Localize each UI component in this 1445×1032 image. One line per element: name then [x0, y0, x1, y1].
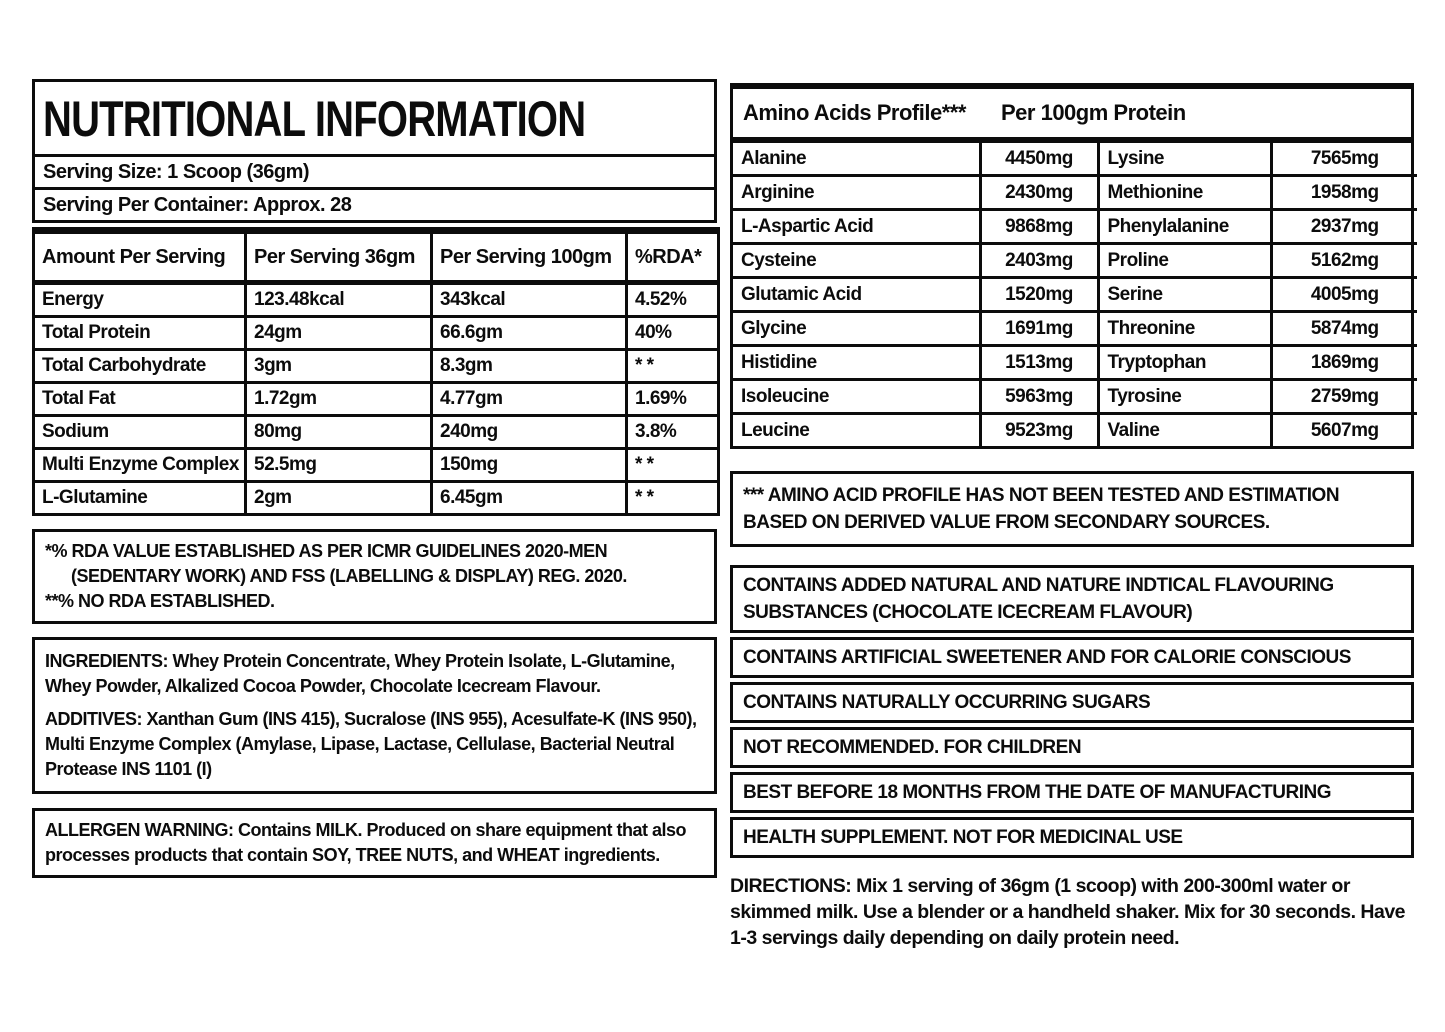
table-header-row — [34, 231, 719, 283]
claim-sweetener: CONTAINS ARTIFICIAL SWEETENER AND FOR CALORIE CONSCIOUS — [730, 637, 1414, 678]
table-row-energy — [34, 283, 719, 317]
cell: 3gm — [246, 350, 432, 383]
cell: 4.77gm — [432, 383, 627, 416]
cell: Valine — [1098, 414, 1271, 447]
claim-health-supplement: HEALTH SUPPLEMENT. NOT FOR MEDICINAL USE — [730, 817, 1414, 858]
amino-row — [733, 312, 1417, 346]
cell: 3.8% — [627, 416, 719, 449]
rda-note-line1: *% RDA VALUE ESTABLISHED AS PER ICMR GUIDELINES 2020-MEN — [45, 541, 608, 561]
cell: L-Glutamine — [34, 482, 246, 515]
amino-disclaimer-box: *** AMINO ACID PROFILE HAS NOT BEEN TESTED AND ESTIMATION BASED ON DERIVED VALUE FROM SECONDARY SOURCES. — [730, 471, 1414, 547]
cell: Glutamic Acid — [733, 278, 980, 312]
claim-best-before: BEST BEFORE 18 MONTHS FROM THE DATE OF MANUFACTURING — [730, 772, 1414, 813]
ingredients-label: INGREDIENTS: — [45, 651, 169, 671]
additives-paragraph — [45, 707, 704, 782]
cell: 4005mg — [1271, 278, 1417, 312]
cell: 9868mg — [980, 210, 1098, 244]
amino-row — [733, 278, 1417, 312]
amino-acids-table — [733, 143, 1417, 446]
cell: 1.72gm — [246, 383, 432, 416]
cell: 7565mg — [1271, 143, 1417, 176]
allergen-paragraph — [45, 818, 704, 868]
amino-row — [733, 143, 1417, 176]
amino-row — [733, 414, 1417, 447]
cell: 5162mg — [1271, 244, 1417, 278]
cell: 1.69% — [627, 383, 719, 416]
cell: 343kcal — [432, 283, 627, 317]
cell: 1513mg — [980, 346, 1098, 380]
cell: Threonine — [1098, 312, 1271, 346]
directions-label: DIRECTIONS: — [730, 875, 852, 897]
claims-list — [730, 565, 1414, 858]
title-row — [35, 82, 714, 157]
cell: 9523mg — [980, 414, 1098, 447]
cell: 123.48kcal — [246, 283, 432, 317]
amino-row — [733, 346, 1417, 380]
cell: Proline — [1098, 244, 1271, 278]
cell: 2759mg — [1271, 380, 1417, 414]
cell: 1869mg — [1271, 346, 1417, 380]
cell: Total Protein — [34, 317, 246, 350]
cell: 1520mg — [980, 278, 1098, 312]
cell: Isoleucine — [733, 380, 980, 414]
amino-row — [733, 176, 1417, 210]
nutrition-table-body — [34, 283, 719, 515]
ingredients-text: Whey Protein Concentrate, Whey Protein Isolate, L-Glutamine, Whey Powder, Alkalized Cocoa Powder, Chocolate Icecream Flavour. — [45, 651, 675, 696]
directions-text: Mix 1 serving of 36gm (1 scoop) with 200-300ml water or skimmed milk. Use a blender or a handheld shaker. Mix for 30 seconds. Have 1-3 servings daily depending on daily protein need. — [730, 875, 1406, 949]
cell: Methionine — [1098, 176, 1271, 210]
allergen-label: ALLERGEN WARNING: — [45, 820, 234, 840]
serving-size: Serving Size: 1 Scoop (36gm) — [43, 161, 310, 183]
allergen-text: Contains MILK. Produced on share equipment that also processes products that contain SOY, TREE NUTS, and WHEAT ingredients. — [45, 820, 687, 865]
col-header-rda: %RDA* — [627, 231, 719, 283]
cell: Histidine — [733, 346, 980, 380]
cell: Lysine — [1098, 143, 1271, 176]
cell: Multi Enzyme Complex — [34, 449, 246, 482]
right-column — [730, 83, 1414, 951]
amino-acids-subtitle: Per 100gm Protein — [1001, 100, 1186, 125]
cell: Serine — [1098, 278, 1271, 312]
cell: Alanine — [733, 143, 980, 176]
amino-acids-box — [730, 83, 1414, 449]
cell: 2430mg — [980, 176, 1098, 210]
cell: 4.52% — [627, 283, 719, 317]
cell: 40% — [627, 317, 719, 350]
cell: 240mg — [432, 416, 627, 449]
nutrition-table — [32, 227, 720, 516]
allergen-warning-box — [32, 808, 717, 878]
directions-paragraph — [730, 873, 1414, 951]
amino-acids-header — [733, 89, 1411, 143]
cell: Leucine — [733, 414, 980, 447]
additives-label: ADDITIVES: — [45, 709, 143, 729]
cell: 1691mg — [980, 312, 1098, 346]
additives-text: Xanthan Gum (INS 415), Sucralose (INS 955), Acesulfate-K (INS 950), Multi Enzyme Complex (Amylase, Lipase, Lactase, Cellulase, Bacterial Neutral Protease INS 1101 (I) — [45, 709, 697, 779]
amino-row — [733, 244, 1417, 278]
cell: Sodium — [34, 416, 246, 449]
cell: L-Aspartic Acid — [733, 210, 980, 244]
rda-note-line3: **% NO RDA ESTABLISHED. — [45, 591, 275, 611]
cell: 80mg — [246, 416, 432, 449]
table-row-carbohydrate — [34, 350, 719, 383]
nutrition-table-header — [34, 231, 719, 283]
cell: Energy — [34, 283, 246, 317]
ingredients-box — [32, 637, 717, 794]
cell: Total Carbohydrate — [34, 350, 246, 383]
cell: 4450mg — [980, 143, 1098, 176]
cell: Tyrosine — [1098, 380, 1271, 414]
cell: 24gm — [246, 317, 432, 350]
cell: 1958mg — [1271, 176, 1417, 210]
cell: Arginine — [733, 176, 980, 210]
claim-flavouring: CONTAINS ADDED NATURAL AND NATURE INDTICAL FLAVOURING SUBSTANCES (CHOCOLATE ICECREAM FLAVOUR) — [730, 565, 1414, 633]
cell: 2403mg — [980, 244, 1098, 278]
amino-acids-title: Amino Acids Profile*** — [743, 100, 966, 125]
claim-sugars: CONTAINS NATURALLY OCCURRING SUGARS — [730, 682, 1414, 723]
table-row-protein — [34, 317, 719, 350]
cell: 2937mg — [1271, 210, 1417, 244]
cell: Glycine — [733, 312, 980, 346]
ingredients-paragraph — [45, 649, 704, 699]
cell: 52.5mg — [246, 449, 432, 482]
cell: Total Fat — [34, 383, 246, 416]
page-title: NUTRITIONAL INFORMATION — [43, 91, 586, 147]
amino-row — [733, 210, 1417, 244]
rda-note-box — [32, 529, 717, 624]
cell: * * — [627, 350, 719, 383]
cell: 66.6gm — [432, 317, 627, 350]
cell: 5963mg — [980, 380, 1098, 414]
cell: 150mg — [432, 449, 627, 482]
left-column — [32, 79, 717, 878]
claim-children: NOT RECOMMENDED. FOR CHILDREN — [730, 727, 1414, 768]
cell: 2gm — [246, 482, 432, 515]
table-row-fat — [34, 383, 719, 416]
col-header-per-100gm: Per Serving 100gm — [432, 231, 627, 283]
cell: Cysteine — [733, 244, 980, 278]
serving-per-container: Serving Per Container: Approx. 28 — [35, 187, 714, 220]
cell: 8.3gm — [432, 350, 627, 383]
cell: Phenylalanine — [1098, 210, 1271, 244]
col-header-amount: Amount Per Serving — [34, 231, 246, 283]
table-row-enzyme-complex — [34, 449, 719, 482]
table-row-sodium — [34, 416, 719, 449]
cell: 5874mg — [1271, 312, 1417, 346]
cell: * * — [627, 449, 719, 482]
header-box — [32, 79, 717, 223]
cell: Tryptophan — [1098, 346, 1271, 380]
rda-note-line2: (SEDENTARY WORK) AND FSS (LABELLING & DISPLAY) REG. 2020. — [71, 566, 627, 586]
amino-acids-table-body — [733, 143, 1417, 446]
cell: 6.45gm — [432, 482, 627, 515]
amino-row — [733, 380, 1417, 414]
cell: 5607mg — [1271, 414, 1417, 447]
table-row-glutamine — [34, 482, 719, 515]
col-header-per-36gm: Per Serving 36gm — [246, 231, 432, 283]
cell: * * — [627, 482, 719, 515]
